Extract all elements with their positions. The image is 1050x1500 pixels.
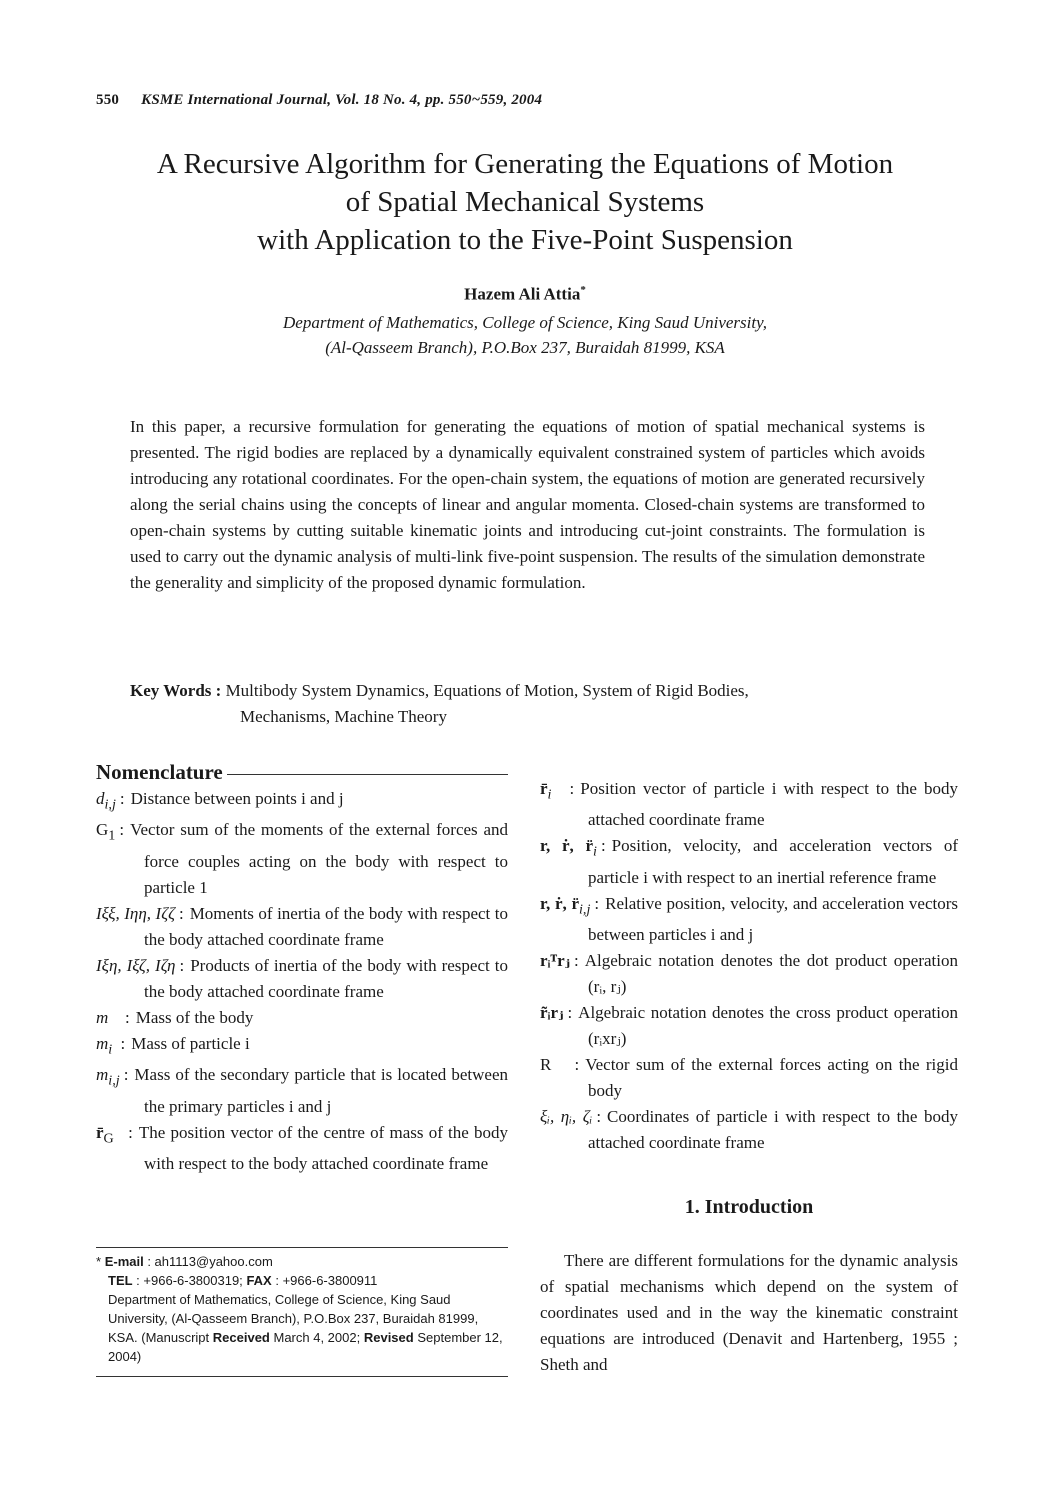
journal-citation: KSME International Journal, Vol. 18 No. 4, pp. 550~559, 2004 xyxy=(141,92,543,108)
nomenclature-subscript: i,j xyxy=(104,796,116,813)
nomenclature-symbol: R xyxy=(540,1055,552,1075)
nomenclature-definition: Algebraic notation denotes the cross product operation (rᵢxrⱼ) xyxy=(578,1003,958,1049)
nomenclature-symbol: rᵢᵀrⱼ xyxy=(540,951,570,971)
nomenclature-symbol: r̄ xyxy=(540,779,548,798)
section-heading-introduction: 1. Introduction xyxy=(684,1196,814,1218)
nomenclature-definition: Vector sum of the moments of the external forces and force couples acting on the body with respect to particle 1 xyxy=(130,820,508,897)
nomenclature-item: R : Vector sum of the external forces acting on the rigid body xyxy=(540,1055,958,1101)
keywords xyxy=(130,678,930,730)
revised-label: Revised xyxy=(363,1330,414,1345)
author xyxy=(0,284,1050,305)
paper-title xyxy=(60,145,990,259)
affiliation-line-2: (Al-Qasseem Branch), P.O.Box 237, Buraidah 81999, KSA xyxy=(325,338,725,357)
tel: +966-6-3800319; xyxy=(143,1273,243,1288)
nomenclature-symbol: Iξξ, Iηη, Iζζ xyxy=(96,903,175,923)
keywords-line-2: Mechanisms, Machine Theory xyxy=(240,707,447,726)
title-line-1: A Recursive Algorithm for Generating the Equations of Motion xyxy=(156,148,894,180)
nomenclature-symbol: m xyxy=(96,1007,109,1027)
nomenclature-subscript: G xyxy=(103,1129,114,1146)
received-date: March 4, 2002; xyxy=(273,1330,361,1345)
received-label: Received xyxy=(212,1330,270,1345)
page-number: 550 xyxy=(96,92,120,108)
nomenclature-definition: Algebraic notation denotes the dot product operation (rᵢ, rⱼ) xyxy=(584,951,958,997)
nomenclature-item: $r̄_G$ : The position vector of the centre of mass of the body with respect to the body attached coordinate frame xyxy=(96,1122,508,1173)
introduction-text: There are different formulations for the dynamic analysis of spatial mechanisms which depend on the system of coordinates used and in the way the kinematic constraint equations are introduced (Denavit and Hartenberg, 1955 ; Sheth and xyxy=(540,1251,958,1374)
nomenclature-item: Iξη, Iξζ, Iζη : Products of inertia of the body with respect to the body attached coordinate frame xyxy=(96,955,508,1001)
nomenclature-symbol: m xyxy=(96,1033,109,1053)
email-label: E-mail xyxy=(104,1254,144,1269)
nomenclature-symbol: r̃ᵢrⱼ xyxy=(540,1003,564,1023)
nomenclature-definition: Mass of particle i xyxy=(131,1033,250,1053)
nomenclature-subscript: i,j xyxy=(108,1072,120,1089)
nomenclature-definition: Coordinates of particle i with respect to the body attached coordinate frame xyxy=(588,1107,958,1153)
nomenclature-subscript: i,j xyxy=(579,901,591,918)
footnote-bottom-rule xyxy=(96,1376,508,1377)
affiliation xyxy=(0,310,1050,360)
nomenclature-definition: Position, velocity, and acceleration vectors of particle i with respect to an inertial reference frame xyxy=(588,836,959,887)
footnote-divider xyxy=(96,1247,508,1248)
fax-label: FAX xyxy=(246,1273,272,1288)
email: ah1113@yahoo.com xyxy=(154,1254,273,1269)
author-footnote-mark: * xyxy=(580,284,586,296)
nomenclature-item: $d_{i,j}$ : Distance between points i and j xyxy=(96,789,344,813)
nomenclature-definition: Distance between points i and j xyxy=(130,789,344,808)
nomenclature-symbol: r, ṙ, r̈ xyxy=(540,893,579,913)
nomenclature-symbol: r, ṙ, r̈ xyxy=(540,836,593,856)
nomenclature-right-column xyxy=(540,776,958,1156)
nomenclature-definition: Products of inertia of the body with respect to the body attached coordinate frame xyxy=(144,955,508,1001)
abstract: In this paper, a recursive formulation for generating the equations of motion of spatial mechanical systems is presented. The rigid bodies are replaced by a dynamically equivalent constrained system of particles which avoids introducing any rotational coordinates. For the open-chain system, the equations of motion are generated recursively along the serial chains using the concepts of linear and angular momenta. Closed-chain systems are transformed to open-chain systems by cutting suitable kinematic joints and introducing cut-joint constraints. The formulation is used to carry out the dynamic analysis of multi-link five-point suspension. The results of the simulation demonstrate the generality and simplicity of the proposed dynamic formulation. xyxy=(130,417,925,592)
footnote-asterisk: * xyxy=(96,1254,102,1269)
nomenclature-item: ξᵢ, ηᵢ, ζᵢ : Coordinates of particle i with respect to the body attached coordinate frame xyxy=(540,1107,958,1153)
title-line-2: of Spatial Mechanical Systems xyxy=(345,186,705,218)
title-line-3: with Application to the Five-Point Suspension xyxy=(257,224,793,256)
nomenclature-item: $r̄_i$ : Position vector of particle i with respect to the body attached coordinate frame xyxy=(540,779,958,830)
nomenclature-item: $G_1$ : Vector sum of the moments of the external forces and force couples acting on the body with respect to particle 1 xyxy=(96,820,508,897)
revised-date: September 12, 2004) xyxy=(108,1330,503,1364)
fax: +966-6-3800911 xyxy=(282,1273,378,1288)
author-name: Hazem Ali Attia xyxy=(464,284,581,304)
running-header xyxy=(96,92,542,109)
nomenclature-subscript: 1 xyxy=(108,827,116,844)
nomenclature-definition: Position vector of particle i with respect to the body attached coordinate frame xyxy=(580,779,958,830)
nomenclature-symbol: d xyxy=(96,789,105,808)
nomenclature-symbol: ξᵢ, ηᵢ, ζᵢ xyxy=(540,1107,593,1127)
nomenclature-title: Nomenclature xyxy=(96,760,223,784)
tel-label: TEL xyxy=(108,1273,133,1288)
nomenclature-symbol: m xyxy=(96,1065,109,1085)
nomenclature-subscript: i xyxy=(593,843,597,860)
nomenclature-subscript: i xyxy=(547,786,552,803)
nomenclature-definition: Relative position, velocity, and acceleration vectors between particles i and j xyxy=(588,893,959,945)
nomenclature-symbol: r̄ xyxy=(96,1122,104,1142)
heading-rule xyxy=(227,774,508,775)
keywords-label: Key Words : xyxy=(130,681,222,700)
nomenclature-item: r, ṙ, $r̈_i$ : Position, velocity, and acceleration vectors of particle i with respect to an inertial reference frame xyxy=(540,836,959,887)
nomenclature-definition: The position vector of the centre of mass of the body with respect to the body attached coordinate frame xyxy=(138,1122,508,1173)
footnote-address: Department of Mathematics, College of Science, King Saud University, (Al-Qasseem Branch), P.O.Box 237, Buraidah 81999, KSA. (Manuscript xyxy=(108,1292,479,1345)
nomenclature-item: $m_{i,j}$ : Mass of the secondary particle that is located between the primary particles i and j xyxy=(96,1065,508,1116)
nomenclature-item: rᵢᵀrⱼ : Algebraic notation denotes the dot product operation (rᵢ, rⱼ) xyxy=(540,951,958,997)
nomenclature-symbol: Iξη, Iξζ, Iζη xyxy=(96,955,176,975)
nomenclature-subscript: i xyxy=(108,1041,113,1058)
nomenclature-item: $m_i$ : Mass of particle i xyxy=(96,1033,250,1058)
affiliation-line-1: Department of Mathematics, College of Science, King Saud University, xyxy=(283,313,767,332)
nomenclature-item: r̃ᵢrⱼ : Algebraic notation denotes the cross product operation (rᵢxrⱼ) xyxy=(540,1003,958,1049)
nomenclature-definition: Moments of inertia of the body with respect to the body attached coordinate frame xyxy=(144,903,508,949)
nomenclature-item: m : Mass of the body xyxy=(96,1007,254,1027)
nomenclature-definition: Mass of the body xyxy=(135,1007,254,1027)
nomenclature-left-column xyxy=(96,786,508,1177)
nomenclature-item: Iξξ, Iηη, Iζζ : Moments of inertia of the body with respect to the body attached coordinate frame xyxy=(96,903,508,949)
nomenclature-definition: Mass of the secondary particle that is located between the primary particles i and j xyxy=(134,1065,508,1116)
nomenclature-definition: Vector sum of the external forces acting on the rigid body xyxy=(585,1055,958,1101)
nomenclature-heading xyxy=(96,760,508,785)
footnote: * E-mail : ah1113@yahoo.com TEL : +966-6-3800319; FAX : +966-6-3800911 Department of Mathematics, College of Science, King Saud University, (Al-Qasseem Branch), P.O.Box 237, Buraidah 81999, KSA. (Manuscript Received March 4, 2002; Revised September 12, 2004) xyxy=(96,1254,503,1364)
nomenclature-item: r, ṙ, $r̈_{i,j}$ : Relative position, velocity, and acceleration vectors between particles i and j xyxy=(540,893,959,945)
nomenclature-symbol: G xyxy=(96,820,109,840)
keywords-line-1: Multibody System Dynamics, Equations of Motion, System of Rigid Bodies, xyxy=(225,681,749,700)
